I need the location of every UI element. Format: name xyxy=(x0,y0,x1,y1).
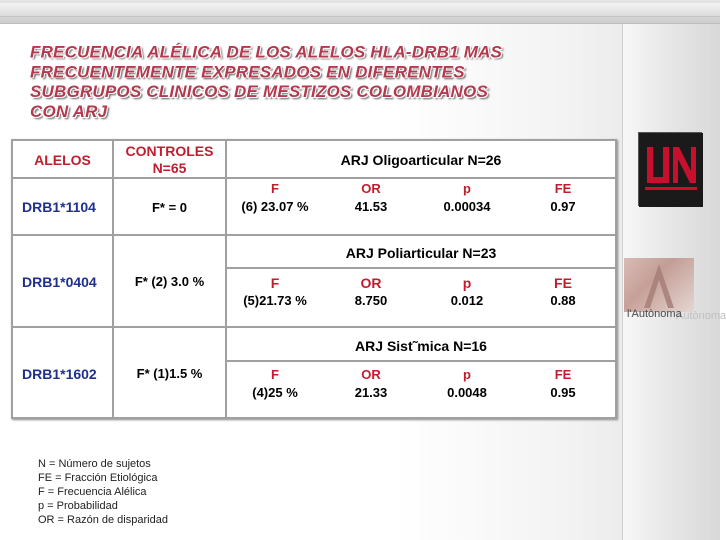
col-header-f: F xyxy=(271,181,279,196)
col-header-fe: FE xyxy=(554,275,572,291)
legend xyxy=(38,457,168,527)
title-line-4: CON ARJ xyxy=(30,102,108,121)
autonoma-logo xyxy=(624,258,726,326)
allele-table xyxy=(11,139,617,419)
value-fe: 0.97 xyxy=(550,199,576,214)
control-value: F* = 0 xyxy=(151,200,188,215)
grid-line xyxy=(13,177,615,179)
value-p: 0.00034 xyxy=(443,199,491,214)
col-header-fe: FE xyxy=(554,181,572,196)
slide-title xyxy=(30,42,503,122)
allele-label: DRB1*0404 xyxy=(22,274,97,290)
value-or: 21.33 xyxy=(354,385,388,400)
group-title: ARJ Sist˜mica N=16 xyxy=(355,338,487,354)
legend-item: p = Probabilidad xyxy=(38,500,118,512)
title-line-2: FRECUENTEMENTE EXPRESADOS EN DIFERENTES xyxy=(30,63,465,82)
group-title: ARJ Poliarticular N=23 xyxy=(345,245,497,261)
header-alelos: ALELOS xyxy=(34,152,91,168)
grid-line xyxy=(13,234,615,236)
header-controles-n: N=65 xyxy=(152,160,187,176)
control-value: F* (2) 3.0 % xyxy=(134,274,205,289)
value-f: (4)25 % xyxy=(252,385,298,400)
col-header-f: F xyxy=(271,367,279,382)
autonoma-label: l'Autònoma xyxy=(627,308,682,320)
col-header-fe: FE xyxy=(554,367,572,382)
legend-item: OR = Razón de disparidad xyxy=(38,514,168,526)
legend-item: F = Frecuencia Alélica xyxy=(38,486,147,498)
col-header-or: OR xyxy=(361,181,381,196)
control-value: F* (1)1.5 % xyxy=(136,366,203,381)
value-fe: 0.95 xyxy=(550,385,576,400)
header-controles: CONTROLES xyxy=(125,143,214,159)
autonoma-mark xyxy=(624,258,694,312)
legend-item: N = Número de sujetos xyxy=(38,458,151,470)
autonoma-ghost-text: Autònoma xyxy=(676,310,726,322)
col-header-f: F xyxy=(270,275,280,291)
un-logo-mark xyxy=(639,133,703,207)
col-header-p: p xyxy=(463,367,471,382)
value-fe: 0.88 xyxy=(550,293,576,308)
top-bar-inner xyxy=(0,3,720,17)
col-header-p: p xyxy=(462,275,472,291)
autonoma-a-icon xyxy=(624,258,694,312)
value-or: 41.53 xyxy=(354,199,388,214)
col-header-or: OR xyxy=(361,367,381,382)
allele-label: DRB1*1602 xyxy=(22,366,97,382)
value-p: 0.0048 xyxy=(447,385,487,400)
grid-line xyxy=(225,267,615,269)
grid-line xyxy=(13,326,615,328)
top-bar xyxy=(0,0,720,24)
grid-line xyxy=(225,360,615,362)
group-title: ARJ Oligoarticular N=26 xyxy=(340,152,502,168)
value-or: 8.750 xyxy=(354,293,388,308)
value-f: (6) 23.07 % xyxy=(241,199,309,214)
title-line-1: FRECUENCIA ALÉLICA DE LOS ALELOS HLA-DRB1 MAS xyxy=(30,43,503,62)
legend-item: FE = Fracción Etiológica xyxy=(38,472,158,484)
un-logo xyxy=(638,132,702,206)
title-line-3: SUBGRUPOS CLINICOS DE MESTIZOS COLOMBIANOS xyxy=(30,82,488,101)
col-header-p: p xyxy=(463,181,471,196)
value-f: (5)21.73 % xyxy=(243,293,307,308)
allele-label: DRB1*1104 xyxy=(22,199,96,215)
col-header-or: OR xyxy=(360,275,382,291)
value-p: 0.012 xyxy=(450,293,484,308)
